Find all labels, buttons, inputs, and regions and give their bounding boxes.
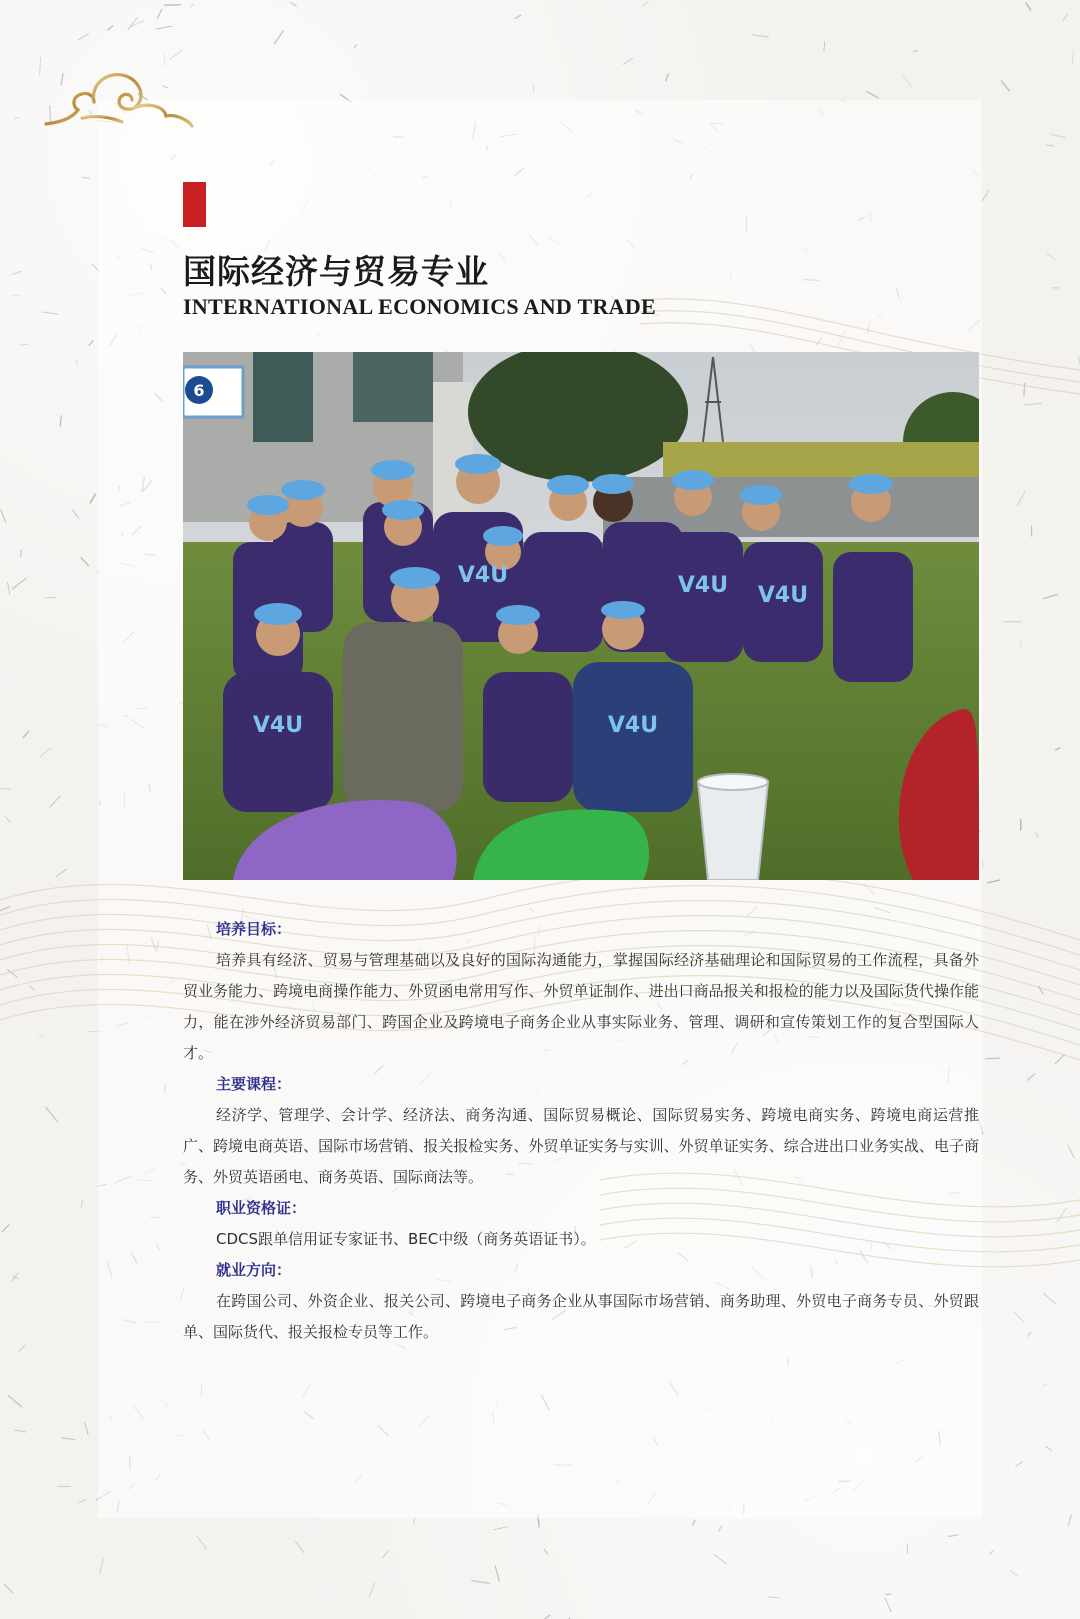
shirt-logo: V4U bbox=[457, 563, 509, 588]
section-heading: 主要课程： bbox=[216, 1075, 292, 1093]
section-heading: 培养目标： bbox=[216, 920, 292, 938]
section-training-goals bbox=[183, 914, 979, 1069]
sign-number: 6 bbox=[193, 381, 205, 400]
shirt-logo: V4U bbox=[252, 713, 304, 738]
shirt-logo: V4U bbox=[757, 583, 809, 608]
section-heading: 就业方向： bbox=[216, 1261, 292, 1279]
section-text: 在跨国公司、外资企业、报关公司、跨境电子商务企业从事国际市场营销、商务助理、外贸电子商务专员、外贸跟单、国际货代、报关报检专员等工作。 bbox=[183, 1292, 979, 1341]
section-qualifications bbox=[183, 1193, 979, 1255]
auspicious-cloud-icon bbox=[42, 62, 202, 134]
shirt-logo: V4U bbox=[677, 573, 729, 598]
program-details bbox=[183, 914, 979, 1348]
page-title-chinese: 国际经济与贸易专业 bbox=[183, 252, 489, 291]
shirt-logo: V4U bbox=[607, 713, 659, 738]
page-title-english: INTERNATIONAL ECONOMICS AND TRADE bbox=[183, 294, 656, 319]
section-heading: 职业资格证： bbox=[216, 1199, 307, 1217]
group-photo bbox=[183, 352, 979, 880]
group-photo-illustration bbox=[183, 352, 979, 880]
red-accent-bar bbox=[183, 182, 206, 227]
section-text: 培养具有经济、贸易与管理基础以及良好的国际沟通能力，掌握国际经济基础理论和国际贸易的工作流程，具备外贸业务能力、跨境电商操作能力、外贸函电常用写作、外贸单证制作、进出口商品报关和报检的能力以及国际货代操作能力，能在涉外经济贸易部门、跨国企业及跨境电子商务企业从事实际业务、管理、调研和宣传策划工作的复合型国际人才。 bbox=[183, 951, 979, 1062]
section-main-courses bbox=[183, 1069, 979, 1193]
section-text: 经济学、管理学、会计学、经济法、商务沟通、国际贸易概论、国际贸易实务、跨境电商实务、跨境电商运营推广、跨境电商英语、国际市场营销、报关报检实务、外贸单证实务与实训、外贸单证实务、综合进出口业务实战、电子商务、外贸英语函电、商务英语、国际商法等。 bbox=[183, 1106, 979, 1186]
section-career-direction bbox=[183, 1255, 979, 1348]
section-text: CDCS跟单信用证专家证书、BEC中级（商务英语证书）。 bbox=[216, 1230, 596, 1248]
